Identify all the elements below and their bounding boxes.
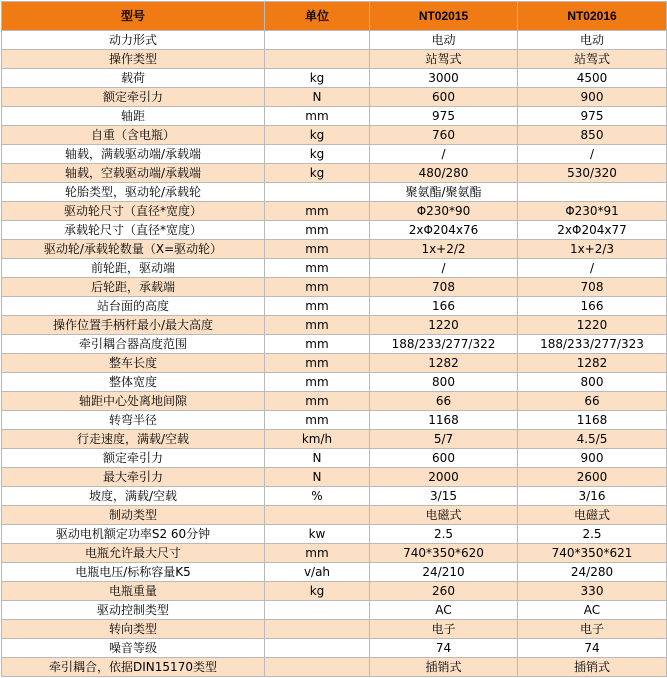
value-nt02015-cell: 600 [370, 449, 518, 468]
value-nt02016-cell: / [518, 145, 667, 164]
value-nt02016-cell: 188/233/277/323 [518, 335, 667, 354]
value-nt02015-cell: 1220 [370, 316, 518, 335]
table-row [2, 278, 667, 297]
table-row [2, 639, 667, 658]
table-row [2, 297, 667, 316]
value-nt02016-cell: AC [518, 601, 667, 620]
value-nt02016-cell: 电动 [518, 31, 667, 50]
unit-cell: kg [265, 126, 370, 145]
value-nt02015-cell: 2xΦ204x76 [370, 221, 518, 240]
table-row [2, 525, 667, 544]
table-row [2, 164, 667, 183]
param-cell: 动力形式 [2, 31, 265, 50]
value-nt02016-cell: 1x+2/3 [518, 240, 667, 259]
value-nt02015-cell: 2.5 [370, 525, 518, 544]
table-row [2, 202, 667, 221]
param-cell: 牵引耦合器高度范围 [2, 335, 265, 354]
header-param: 型号 [2, 2, 265, 31]
value-nt02016-cell: 24/280 [518, 563, 667, 582]
value-nt02016-cell: 2.5 [518, 525, 667, 544]
unit-cell [265, 506, 370, 525]
param-cell: 轴距 [2, 107, 265, 126]
value-nt02015-cell: 600 [370, 88, 518, 107]
unit-cell [265, 601, 370, 620]
table-row [2, 411, 667, 430]
value-nt02015-cell: 166 [370, 297, 518, 316]
param-cell: 电瓶重量 [2, 582, 265, 601]
table-row [2, 221, 667, 240]
value-nt02015-cell: 1282 [370, 354, 518, 373]
param-cell: 自重（含电瓶） [2, 126, 265, 145]
value-nt02016-cell: 975 [518, 107, 667, 126]
unit-cell: mm [265, 202, 370, 221]
unit-cell: % [265, 487, 370, 506]
table-row [2, 658, 667, 677]
unit-cell: kg [265, 164, 370, 183]
value-nt02016-cell: 1282 [518, 354, 667, 373]
unit-cell: mm [265, 335, 370, 354]
value-nt02016-cell: 3/16 [518, 487, 667, 506]
unit-cell: kg [265, 582, 370, 601]
value-nt02016-cell: 66 [518, 392, 667, 411]
table-row [2, 126, 667, 145]
param-cell: 制动类型 [2, 506, 265, 525]
unit-cell [265, 658, 370, 677]
value-nt02015-cell: 电动 [370, 31, 518, 50]
param-cell: 轮胎类型，驱动轮/承载轮 [2, 183, 265, 202]
value-nt02016-cell: 800 [518, 373, 667, 392]
value-nt02015-cell: 24/210 [370, 563, 518, 582]
value-nt02015-cell: AC [370, 601, 518, 620]
value-nt02015-cell: 800 [370, 373, 518, 392]
value-nt02015-cell: 760 [370, 126, 518, 145]
value-nt02016-cell: 插销式 [518, 658, 667, 677]
table-row [2, 69, 667, 88]
unit-cell: N [265, 449, 370, 468]
value-nt02016-cell: Φ230*91 [518, 202, 667, 221]
value-nt02016-cell: 530/320 [518, 164, 667, 183]
value-nt02015-cell: 插销式 [370, 658, 518, 677]
param-cell: 噪音等级 [2, 639, 265, 658]
param-cell: 后轮距，承载端 [2, 278, 265, 297]
unit-cell: mm [265, 278, 370, 297]
value-nt02016-cell [518, 183, 667, 202]
param-cell: 载荷 [2, 69, 265, 88]
value-nt02016-cell: 2600 [518, 468, 667, 487]
param-cell: 转向类型 [2, 620, 265, 639]
value-nt02016-cell: 电子 [518, 620, 667, 639]
value-nt02015-cell: Φ230*90 [370, 202, 518, 221]
value-nt02015-cell: 740*350*620 [370, 544, 518, 563]
value-nt02016-cell: 站驾式 [518, 50, 667, 69]
param-cell: 驱动控制类型 [2, 601, 265, 620]
spec-table-body [2, 31, 667, 677]
value-nt02015-cell: 3000 [370, 69, 518, 88]
param-cell: 驱动电机额定功率S2 60分钟 [2, 525, 265, 544]
value-nt02015-cell: / [370, 145, 518, 164]
param-cell: 驱动轮/承载轮数量（X=驱动轮） [2, 240, 265, 259]
value-nt02015-cell: 260 [370, 582, 518, 601]
table-row [2, 50, 667, 69]
value-nt02016-cell: / [518, 259, 667, 278]
value-nt02015-cell: 708 [370, 278, 518, 297]
param-cell: 承载轮尺寸（直径*宽度） [2, 221, 265, 240]
value-nt02015-cell: 5/7 [370, 430, 518, 449]
unit-cell: mm [265, 392, 370, 411]
value-nt02016-cell: 4.5/5 [518, 430, 667, 449]
param-cell: 驱动轮尺寸（直径*宽度） [2, 202, 265, 221]
value-nt02016-cell: 1220 [518, 316, 667, 335]
value-nt02016-cell: 900 [518, 88, 667, 107]
value-nt02015-cell: 1x+2/2 [370, 240, 518, 259]
param-cell: 操作位置手柄杆最小/最大高度 [2, 316, 265, 335]
table-row [2, 259, 667, 278]
value-nt02015-cell: 电子 [370, 620, 518, 639]
unit-cell [265, 620, 370, 639]
unit-cell [265, 639, 370, 658]
unit-cell: km/h [265, 430, 370, 449]
unit-cell: mm [265, 107, 370, 126]
value-nt02015-cell: 电磁式 [370, 506, 518, 525]
value-nt02016-cell: 330 [518, 582, 667, 601]
unit-cell: v/ah [265, 563, 370, 582]
param-cell: 站台面的高度 [2, 297, 265, 316]
table-row [2, 430, 667, 449]
value-nt02015-cell: 聚氨酯/聚氨酯 [370, 183, 518, 202]
table-row [2, 354, 667, 373]
header-unit: 单位 [265, 2, 370, 31]
value-nt02016-cell: 900 [518, 449, 667, 468]
table-row [2, 373, 667, 392]
table-row [2, 145, 667, 164]
value-nt02016-cell: 708 [518, 278, 667, 297]
value-nt02016-cell: 2xΦ204x77 [518, 221, 667, 240]
param-cell: 电瓶电压/标称容量K5 [2, 563, 265, 582]
value-nt02015-cell: 975 [370, 107, 518, 126]
unit-cell: kg [265, 69, 370, 88]
param-cell: 坡度，满载/空载 [2, 487, 265, 506]
table-row [2, 88, 667, 107]
header-model-nt02016: NT02016 [518, 2, 667, 31]
param-cell: 操作类型 [2, 50, 265, 69]
value-nt02015-cell: 74 [370, 639, 518, 658]
unit-cell [265, 50, 370, 69]
param-cell: 电瓶允许最大尺寸 [2, 544, 265, 563]
header-model-nt02015: NT02015 [370, 2, 518, 31]
param-cell: 轴距中心处离地间隙 [2, 392, 265, 411]
value-nt02015-cell: 1168 [370, 411, 518, 430]
value-nt02016-cell: 1168 [518, 411, 667, 430]
table-row [2, 582, 667, 601]
unit-cell: mm [265, 221, 370, 240]
table-row [2, 31, 667, 50]
unit-cell: mm [265, 354, 370, 373]
value-nt02015-cell: 站驾式 [370, 50, 518, 69]
param-cell: 前轮距，驱动端 [2, 259, 265, 278]
value-nt02016-cell: 4500 [518, 69, 667, 88]
param-cell: 整车长度 [2, 354, 265, 373]
table-row [2, 335, 667, 354]
unit-cell: mm [265, 316, 370, 335]
table-row [2, 392, 667, 411]
unit-cell [265, 31, 370, 50]
param-cell: 轴载，空载驱动端/承载端 [2, 164, 265, 183]
table-row [2, 316, 667, 335]
value-nt02015-cell: / [370, 259, 518, 278]
unit-cell: mm [265, 411, 370, 430]
table-row [2, 240, 667, 259]
value-nt02015-cell: 480/280 [370, 164, 518, 183]
param-cell: 转弯半径 [2, 411, 265, 430]
param-cell: 牵引耦合，依据DIN15170类型 [2, 658, 265, 677]
param-cell: 轴载，满载驱动端/承载端 [2, 145, 265, 164]
table-row [2, 107, 667, 126]
unit-cell: mm [265, 544, 370, 563]
param-cell: 整体宽度 [2, 373, 265, 392]
table-row [2, 544, 667, 563]
unit-cell: N [265, 88, 370, 107]
table-row [2, 468, 667, 487]
value-nt02015-cell: 2000 [370, 468, 518, 487]
value-nt02016-cell: 850 [518, 126, 667, 145]
value-nt02015-cell: 66 [370, 392, 518, 411]
spec-table [1, 1, 667, 677]
table-row [2, 506, 667, 525]
value-nt02015-cell: 3/15 [370, 487, 518, 506]
value-nt02015-cell: 188/233/277/322 [370, 335, 518, 354]
unit-cell: N [265, 468, 370, 487]
table-row [2, 449, 667, 468]
unit-cell: kw [265, 525, 370, 544]
spec-table-header [2, 2, 667, 31]
unit-cell: mm [265, 240, 370, 259]
unit-cell [265, 183, 370, 202]
param-cell: 行走速度，满载/空载 [2, 430, 265, 449]
value-nt02016-cell: 740*350*621 [518, 544, 667, 563]
param-cell: 额定牵引力 [2, 449, 265, 468]
param-cell: 最大牵引力 [2, 468, 265, 487]
table-row [2, 601, 667, 620]
unit-cell: mm [265, 259, 370, 278]
value-nt02016-cell: 166 [518, 297, 667, 316]
unit-cell: kg [265, 145, 370, 164]
table-row [2, 563, 667, 582]
value-nt02016-cell: 74 [518, 639, 667, 658]
header-row [2, 2, 667, 31]
value-nt02016-cell: 电磁式 [518, 506, 667, 525]
unit-cell: mm [265, 373, 370, 392]
table-row [2, 487, 667, 506]
param-cell: 额定牵引力 [2, 88, 265, 107]
table-row [2, 620, 667, 639]
table-row [2, 183, 667, 202]
unit-cell: mm [265, 297, 370, 316]
